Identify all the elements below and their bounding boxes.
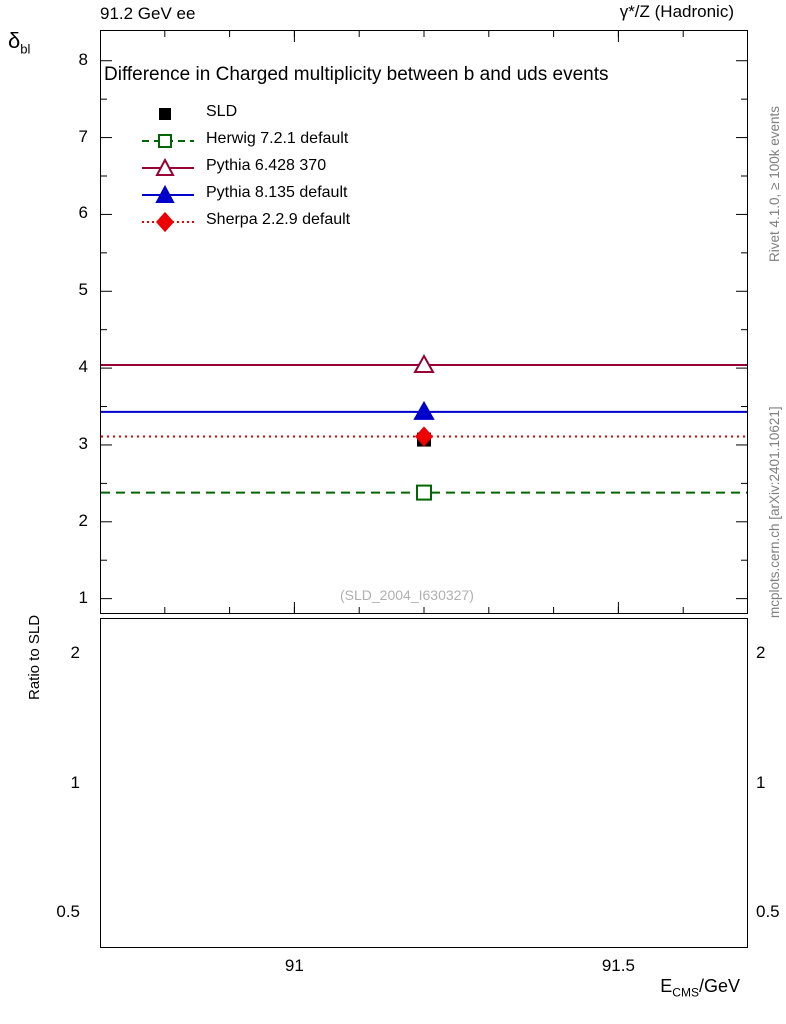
main-ytick-label: 6 xyxy=(78,203,88,223)
legend-label-pythia8: Pythia 8.135 default xyxy=(206,184,348,201)
main-y-axis-title xyxy=(8,28,30,56)
analysis-id-watermark: (SLD_2004_I630327) xyxy=(340,587,474,603)
header-right-label: γ*/Z (Hadronic) xyxy=(619,2,734,21)
ratio-ytick-label-right: 2 xyxy=(756,642,766,662)
main-ytick-label: 5 xyxy=(78,280,88,300)
legend-label-herwig: Herwig 7.2.1 default xyxy=(206,130,349,147)
main-ytick-label: 2 xyxy=(78,510,88,530)
legend-label-pythia6: Pythia 6.428 370 xyxy=(206,157,327,174)
main-ytick-label: 8 xyxy=(78,49,88,69)
ratio-y-axis-title: Ratio to SLD xyxy=(26,614,43,700)
rivet-credit-label: Rivet 4.1.0, ≥ 100k events xyxy=(767,106,782,262)
ratio-ytick-label: 0.5 xyxy=(56,902,80,922)
ratio-ytick-label: 1 xyxy=(70,772,80,792)
main-ytick-label: 7 xyxy=(78,126,88,146)
header-left-label: 91.2 GeV ee xyxy=(100,4,196,23)
plot-title: Difference in Charged multiplicity between b and uds events xyxy=(104,64,609,85)
x-axis-title-main: E xyxy=(660,976,673,996)
ratio-ytick-label-right: 1 xyxy=(756,772,766,792)
ratio-xtick-label: 91 xyxy=(284,956,304,975)
legend-marker-herwig xyxy=(140,127,196,154)
mcplots-credit-label: mcplots.cern.ch [arXiv:2401.10621] xyxy=(767,406,782,618)
legend-marker-sld xyxy=(140,100,196,127)
ratio-xtick-label: 91.5 xyxy=(601,956,635,975)
ratio-ytick-label-right: 0.5 xyxy=(756,902,780,922)
legend-marker-pythia8 xyxy=(140,181,196,208)
main-ytick-label: 1 xyxy=(78,587,88,607)
x-axis-title-rest: /GeV xyxy=(698,976,740,996)
main-y-axis-title-symbol: δ xyxy=(8,28,21,53)
main-plot-panel xyxy=(100,30,748,614)
legend-label-sld: SLD xyxy=(206,103,238,120)
main-y-axis-title-subscript: bl xyxy=(20,41,31,57)
x-axis-title xyxy=(660,976,740,1000)
ratio-plot-panel xyxy=(100,618,748,948)
main-ytick-label: 3 xyxy=(78,433,88,453)
legend-label-sherpa: Sherpa 2.2.9 default xyxy=(206,211,351,228)
legend-marker-pythia6 xyxy=(140,154,196,181)
x-axis-title-subscript: CMS xyxy=(672,985,699,1000)
legend-marker-sherpa xyxy=(140,208,196,235)
main-ytick-label: 4 xyxy=(78,357,88,377)
ratio-ytick-label: 2 xyxy=(70,642,80,662)
